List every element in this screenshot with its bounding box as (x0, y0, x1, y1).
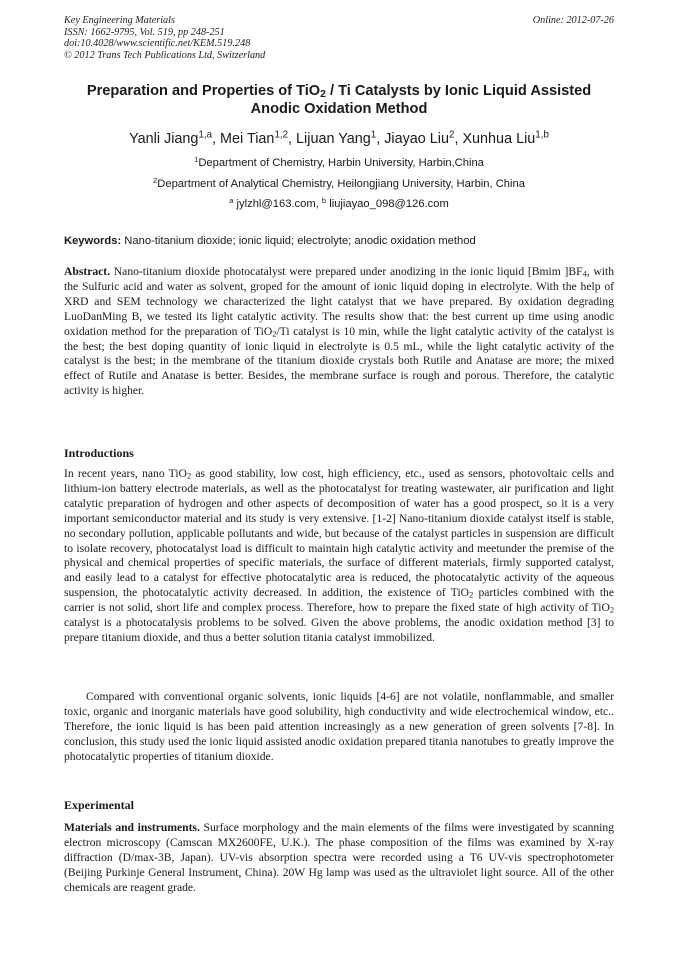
issn-line: ISSN: 1662-9795, Vol. 519, pp 248-251 (64, 26, 225, 38)
introduction-paragraph-2: Compared with conventional organic solvents, ionic liquids [4-6] are not volatile, nonflammable, and smaller toxic, organic and inorganic materials have good solubility, high conductivity and wide electrochemical window, etc.. Therefore, the ionic liquid is has been paid attention increasingly as a new generation of green solvents [7-8]. In conclusion, this study used the ionic liquid assisted anodic oxidation prepared titania nanotubes to greatly improve the photocatalytic properties of titanium dioxide. (64, 690, 614, 763)
section-heading-experimental: Experimental (64, 798, 134, 812)
author: Xunhua Liu$^{1,b}$ (462, 129, 549, 147)
author: Mei Tian$^{1,2}$, (220, 129, 297, 147)
author: Lijuan Yang$^1$, (296, 129, 385, 147)
author: Yanli Jiang$^{1,a}$, (129, 129, 221, 147)
affiliation-2: $^2$Department of Analytical Chemistry, Heilongjiang University, Harbin, China (153, 175, 525, 190)
journal-name: Key Engineering Materials (64, 15, 175, 26)
author-list (40, 130, 638, 148)
author: Jiayao Liu$^2$, (384, 129, 463, 147)
abstract-paragraph: Abstract. Nano-titanium dioxide photocatalyst were prepared under anodizing in the ionic liquid [Bmim ]$BF_4$, with the Sulfuric acid and water as solvent, groped for the amount of ionic liquid doping in electrolyte. With the help of XRD and SEM technology we characterized the light catalyst that we have prepared. By oxidation degrading LuoDanMing B, we tested its light catalytic activity. The results show that: the best current up time using anodic oxidation method for the preparation of TiO$_2$/Ti catalyst is 10 min, while the light catalytic activity of the catalyst is the best; the best doping quantity of ionic liquid in electrolyte is 0.5 mL, while the light catalytic activity of the catalyst is the best; in the membrane of the titanium dioxide crystals both Rutile and Anatase are more; the mixed effect of Rutile and Anatase is better. Besides, the membrane surface is rough and porous. Therefore, the catalytic activity is higher. (64, 265, 614, 398)
paper-title: Preparation and Properties of TiO$_2$ / Ti Catalysts by Ionic Liquid Assisted Anodic Oxidation Method (86, 83, 592, 117)
email-line[interactable]: $^a$ jylzhl@163.com, $^b$ liujiayao_098@126.com (229, 195, 449, 210)
introduction-paragraph-1: In recent years, nano TiO$_2$ as good stability, low cost, high efficiency, etc., used as sensors, photovoltaic cells and lithium-ion battery electrode materials, as well as the photocatalyst for treating wastewater, air purification and light catalytic preparation of hydrogen and other aspects of decomposition of water has a good prospect, so it is a very important semiconductor material and its study is very extensive. [1-2] Nano-titanium dioxide catalyst itself is stable, no secondary pollution, applicable pollutants and wide, but because of the catalyst particles in suspension are difficult to isolate recovery, photocatalyst load is difficult to maintain high catalytic activity and meetunder the premise of the physical and chemical properties of specific materials, the surface of different materials, firmly supported catalyst, and easily lead to a catalyst for effective photocatalytic area is reduced, the photocatalytic activity of the aqueous suspension, the photocatalytic activity decreased. In addition, the existence of TiO$_2$ particles combined with the carrier is not solid, short life and complex process. Therefore, how to prepare the fixed state of high activity of TiO$_2$ catalyst is a photocatalysis problems to be solved. Given the above problems, the anodic oxidation method [3] to prepare titanium dioxide, and thus a better solution titania catalyst immobilized. (64, 467, 614, 644)
journal-header (64, 15, 265, 61)
section-heading-introductions: Introductions (64, 446, 134, 460)
keywords: Keywords: Nano-titanium dioxide; ionic liquid; electrolyte; anodic oxidation method (64, 235, 476, 247)
materials-paragraph: Materials and instruments. Surface morphology and the main elements of the films were investigated by scanning electron microscopy (Camscan MX2600FE, U.K.). The phase composition of the films was examined by X-ray diffraction (D/max-3B, Japan). UV-vis absorption spectra were recorded using a T6 UV-vis spectrophotometer (Beijing Purkinje General Instrument, China). 20W Hg lamp was used as the ultraviolet light source. All of the other chemicals are reagent grade. (64, 821, 614, 894)
doi-line[interactable]: doi:10.4028/www.scientific.net/KEM.519.248 (64, 38, 251, 50)
online-date: Online: 2012-07-26 (532, 15, 614, 26)
copyright-line: © 2012 Trans Tech Publications Ltd, Switzerland (64, 49, 266, 61)
affiliation-1: $^1$Department of Chemistry, Harbin University, Harbin,China (194, 154, 484, 169)
